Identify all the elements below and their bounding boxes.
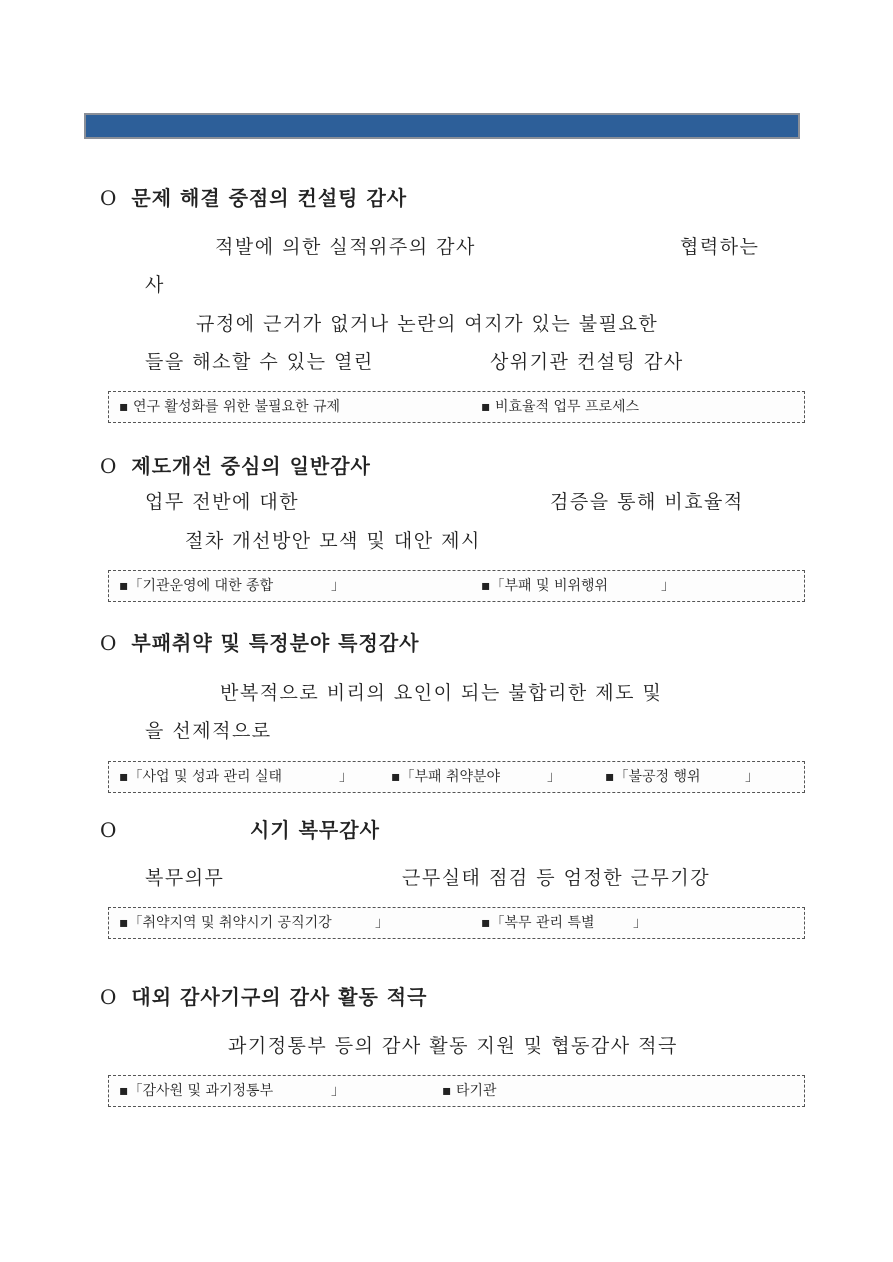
section-heading-external xyxy=(100,987,427,1007)
section-heading-consulting xyxy=(100,188,407,208)
body-line: 근무실태 점검 등 엄정한 근무기강 xyxy=(402,867,711,889)
section-heading-text: 부패취약 및 특정분야 특정감사 xyxy=(131,631,420,655)
body-line: 협력하는 xyxy=(680,236,760,258)
body-line: 반복적으로 비리의 요인이 되는 불합리한 제도 및 xyxy=(220,682,663,704)
section-heading-special xyxy=(100,633,419,653)
section-heading-text: 제도개선 중심의 일반감사 xyxy=(131,454,371,478)
header-bar xyxy=(84,113,800,139)
circle-bullet: O xyxy=(100,985,118,1009)
body-line: 상위기관 컨설팅 감사 xyxy=(490,351,684,373)
tag-item: ▪「부패 취약분야 xyxy=(391,769,501,785)
tag-item: 」 xyxy=(375,915,389,931)
tag-item: ▪「불공정 행위 xyxy=(605,769,701,785)
tag-box xyxy=(108,907,805,939)
section-heading-text: 문제 해결 중점의 컨설팅 감사 xyxy=(131,186,408,210)
tag-item: 」 xyxy=(661,578,675,594)
tag-item: ▪「사업 및 성과 관리 실태 xyxy=(119,769,283,785)
section-heading-general xyxy=(100,456,371,476)
tag-item: ▪「감사원 및 과기정통부 xyxy=(119,1083,274,1099)
body-line: 들을 해소할 수 있는 열린 xyxy=(145,351,374,373)
circle-bullet: O xyxy=(100,454,118,478)
tag-item: 」 xyxy=(745,769,759,785)
tag-box xyxy=(108,570,805,602)
tag-item: 」 xyxy=(547,769,561,785)
tag-box xyxy=(108,391,805,423)
tag-item: ▪ 비효율적 업무 프로세스 xyxy=(481,399,640,415)
tag-item: ▪「복무 관리 특별 xyxy=(481,915,595,931)
circle-bullet: O xyxy=(100,631,118,655)
tag-item: ▪「부패 및 비위행위 xyxy=(481,578,609,594)
tag-box xyxy=(108,761,805,793)
body-line: 을 선제적으로 xyxy=(145,720,272,742)
section-heading-text: 시기 복무감사 xyxy=(250,818,380,842)
tag-item: 」 xyxy=(331,1083,345,1099)
section-heading-duty xyxy=(100,820,131,840)
tag-item: ▪ 타기관 xyxy=(442,1083,497,1099)
body-line: 복무의무 xyxy=(145,867,225,889)
body-line: 절차 개선방안 모색 및 대안 제시 xyxy=(185,530,481,552)
tag-item: 」 xyxy=(633,915,647,931)
circle-bullet: O xyxy=(100,186,118,210)
tag-item: ▪「취약지역 및 취약시기 공직기강 xyxy=(119,915,332,931)
body-line: 적발에 의한 실적위주의 감사 xyxy=(215,236,476,258)
body-line: 과기정통부 등의 감사 활동 지원 및 협동감사 적극 xyxy=(228,1035,678,1057)
tag-item: 」 xyxy=(339,769,353,785)
body-line: 업무 전반에 대한 xyxy=(145,491,300,513)
body-line: 사 xyxy=(145,274,165,296)
tag-item: 」 xyxy=(331,578,345,594)
section-heading-text: 대외 감사기구의 감사 활동 적극 xyxy=(131,985,428,1009)
body-line: 검증을 통해 비효율적 xyxy=(550,491,744,513)
tag-item: ▪ 연구 활성화를 위한 불필요한 규제 xyxy=(119,399,341,415)
body-line: 규정에 근거가 없거나 논란의 여지가 있는 불필요한 xyxy=(196,313,659,335)
tag-item: ▪「기관운영에 대한 종합 xyxy=(119,578,274,594)
tag-box xyxy=(108,1075,805,1107)
circle-bullet: O xyxy=(100,818,118,842)
